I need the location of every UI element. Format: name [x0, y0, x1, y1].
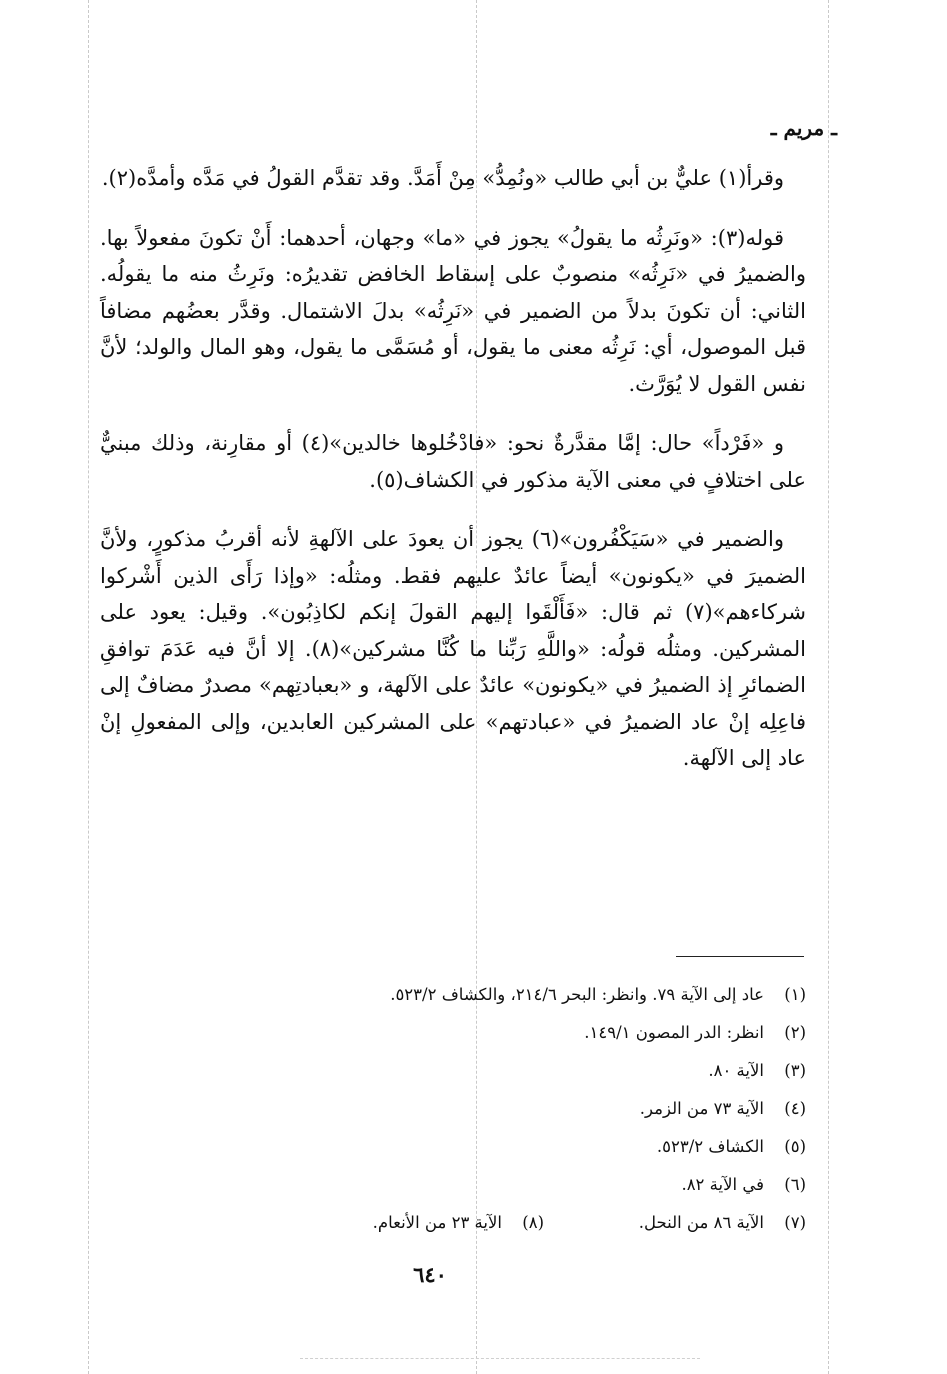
footnote [100, 1052, 806, 1090]
footnote [100, 1166, 806, 1204]
footnote [100, 976, 806, 1014]
footnote-number: (٤) [784, 1099, 806, 1118]
scan-guide-line [828, 0, 829, 1374]
scan-guide-line [300, 1358, 700, 1359]
footnotes [100, 976, 806, 1242]
main-text [100, 160, 806, 800]
paragraph: قوله(٣): «ونَرِثُه ما يقولُ» يجوز في «ما» وجهان، أحدهما: أَنْ تكونَ مفعولاً بها. والضميرُ في «نَرِثُه» منصوبٌ على إسقاط الخافض تقديرُه: ونَرِثُ منه ما يقولُه. الثاني: أن تكونَ بدلاً من الضمير في «نَرِثُه» بدلَ الاشتمال. وقدَّر بعضُهم مضافاً قبل الموصول، أي: نَرِثُه معنى ما يقول، أو مُسَمَّى ما يقول، وهو المال والولد؛ لأنَّ نفس القول لا يُوَرَّث. [100, 225, 806, 396]
footnote-number: (٥) [784, 1137, 806, 1156]
footnote-number: (٢) [784, 1023, 806, 1042]
footnote-number: (٧) [784, 1213, 806, 1232]
footnote-text: الآية ٨٠. [708, 1061, 764, 1080]
footnote-number: (١) [784, 985, 806, 1004]
footnote-text: انظر: الدر المصون ١٤٩/١. [584, 1023, 764, 1042]
paragraph: و «فَرْداً» حال: إمَّا مقدَّرةٌ نحو: «فادْخُلوها خالدين»(٤) أو مقارِنة، وذلك مبنيٌّ على اختلافٍ في معنى الآية مذكور في الكشاف(٥). [100, 431, 806, 492]
footnote-number: (٣) [784, 1061, 806, 1080]
footnote-text: الآية ٧٣ من الزمر. [639, 1099, 764, 1118]
running-header: ـ مريم ـ [770, 116, 837, 140]
footnote [100, 1128, 806, 1166]
footnote-text: الآية ٢٣ من الأنعام. [372, 1213, 502, 1232]
paragraph: والضمير في «سَيَكْفُرون»(٦) يجوز أن يعودَ على الآلهةِ لأنه أقربُ مذكورٍ، ولأنَّ الضميرَ في «يكونون» أيضاً عائدٌ عليهم فقط. ومثلُه: «وإذا رَأَى الذين أَشْركوا شركاءهم»(٧) ثم قال: «فَأَلْقَوا إليهم القولَ إنكم لكاذِبُون». وقيل: يعود على المشركين. ومثلُه قولُه: «واللَّهِ رَبِّنا ما كُنَّا مشركين»(٨). إلا أنَّ فيه عَدَمَ توافقِ الضمائرِ إذ الضميرُ في «يكونون» عائدٌ على الآلهة، و «بعبادتِهم» مصدرٌ مضافٌ إلى فاعِلِه إنْ عاد الضميرُ في «عبادتهم» على المشركين العابدين، وإلى المفعولِ إنْ عاد إلى الآلهة. [100, 527, 806, 770]
footnote-text: الكشاف ٥٢٣/٢. [656, 1137, 764, 1156]
footnote-separator [676, 956, 804, 957]
footnote-row [100, 1204, 806, 1242]
footnote-number: (٦) [784, 1175, 806, 1194]
paragraph: وقرأ(١) عليٌّ بن أبي طالب «ونُمِدُّ» مِنْ أَمَدَّ. وقد تقدَّم القولُ في مَدَّه وأمدَّه(٢). [101, 166, 784, 190]
scan-guide-line [88, 0, 89, 1374]
page-number: ٦٤٠ [413, 1262, 447, 1287]
footnote-text: عاد إلى الآية ٧٩. وانظر: البحر ٢١٤/٦، والكشاف ٥٢٣/٢. [390, 985, 764, 1004]
footnote-text: في الآية ٨٢. [681, 1175, 764, 1194]
footnote-text: الآية ٨٦ من النحل. [638, 1213, 764, 1232]
footnote-number: (٨) [522, 1213, 544, 1232]
footnote [100, 1014, 806, 1052]
footnote [100, 1090, 806, 1128]
